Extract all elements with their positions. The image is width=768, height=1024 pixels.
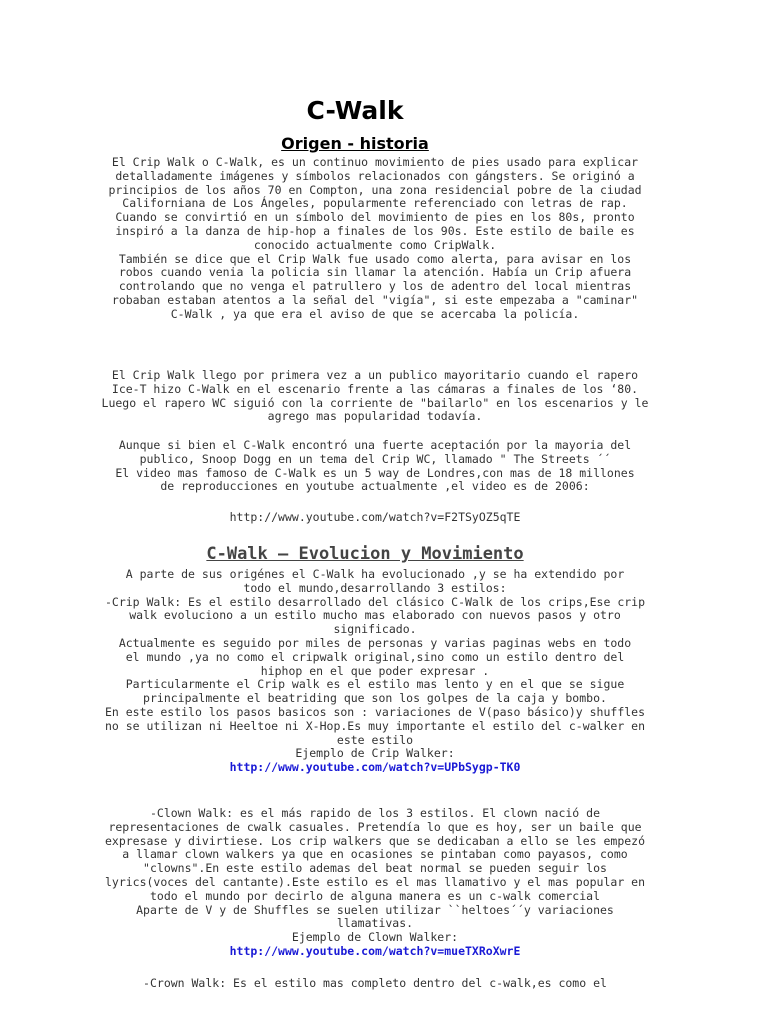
clown-walker-link[interactable]: http://www.youtube.com/watch?v=mueTXRoXwrE <box>229 943 521 958</box>
text-line: expresase y divirtiese. Los crip walkers que se dedicaban a ello se les empezó <box>104 833 646 848</box>
text-line: -Crip Walk: Es el estilo desarrollado del clásico C-Walk de los crips,Ese crip <box>104 594 646 609</box>
text-line: controlando que no venga el patrullero y los de adentro del local mientras <box>118 279 632 294</box>
video-url-1[interactable]: http://www.youtube.com/watch?v=F2TSyOZ5qTE <box>229 510 521 524</box>
text-line: El Crip Walk o C-Walk, es un continuo movimiento de pies usado para explicar <box>111 155 639 169</box>
text-line: hiphop en el que poder expresar . <box>260 663 490 678</box>
text-line: walk evoluciono a un estilo mucho mas elaborado con nuevos pasos y otro <box>129 608 621 623</box>
text-line: Particularmente el Crip walk es el estilo mas lento y en el que se sigue <box>125 677 625 692</box>
text-line: conocido actualmente como CripWalk. <box>253 237 497 252</box>
text-line: Actualmente es seguido por miles de personas y varias paginas webs en todo <box>118 635 632 650</box>
crown-paragraph <box>80 977 670 991</box>
video-url-paragraph <box>80 511 670 525</box>
text-line: -Clown Walk: es el más rapido de los 3 estilos. El clown nació de <box>149 806 601 820</box>
text-line: principalmente el beatriding que son los golpes de la caja y bombo. <box>143 691 607 706</box>
text-line: El Crip Walk llego por primera vez a un publico mayoritario cuando el rapero <box>111 368 639 382</box>
origin-paragraph <box>80 156 670 322</box>
text-line: Aparte de V y de Shuffles se suelen utilizar ``heltoes´´y variaciones <box>136 902 614 917</box>
text-line: Californiana de Los Ángeles, popularmente referenciado con letras de rap. <box>122 196 628 211</box>
crip-walker-link[interactable]: http://www.youtube.com/watch?v=UPbSygp-TK0 <box>229 760 521 775</box>
text-line: inspiró a la danza de hip-hop a finales de los 90s. Este estilo de baile es <box>115 223 635 238</box>
text-line: "clowns".En este estilo ademas del beat normal se pueden seguir los <box>143 861 607 876</box>
snoop-paragraph <box>80 439 670 494</box>
text-line: llamativas. <box>336 916 414 931</box>
text-line: no se utilizan ni Heeltoe ni X-Hop.Es muy importante el estilo del c-walker en <box>104 718 646 733</box>
subtitle-origen-historia: Origen - historia <box>281 134 429 153</box>
text-line: robaban estaban atentos a la señal del "vigía", si este empezaba a "caminar" <box>111 292 639 307</box>
text-line: Luego el rapero WC siguió con la corriente de "bailarlo" en los escenarios y le <box>101 395 649 410</box>
text-line: significado. <box>333 622 417 637</box>
popularity-paragraph <box>80 369 670 424</box>
text-line: a llamar clown walkers ya que en ocasiones se pintaban como payasos, como <box>122 847 628 862</box>
text-line: lyrics(voces del cantante).Este estilo es el mas llamativo y el mas popular en <box>104 874 646 889</box>
text-line: de reproducciones en youtube actualmente ,el video es de 2006: <box>160 479 590 494</box>
text-line: -Crown Walk: Es el estilo mas completo dentro del c-walk,es como el <box>143 976 607 990</box>
page-title: C-Walk <box>306 96 404 125</box>
text-line: publico, Snoop Dogg en un tema del Crip WC, llamado " The Streets ´´ <box>139 451 611 466</box>
text-line: Ice-T hizo C-Walk en el escenario frente a las cámaras a finales de los ‘80. <box>111 381 639 396</box>
text-line: Ejemplo de Clown Walker: <box>291 930 459 945</box>
text-line: El video mas famoso de C-Walk es un 5 way de Londres,con mas de 18 millones <box>115 465 635 480</box>
evolution-paragraph <box>80 568 670 775</box>
text-line: el mundo ,ya no como el cripwalk original,sino como un estilo dentro del <box>125 649 625 664</box>
text-line: detalladamente imágenes y símbolos relacionados con gángsters. Se originó a <box>115 168 635 183</box>
text-line: Ejemplo de Crip Walker: <box>295 746 455 761</box>
text-line: todo el mundo,desarrollando 3 estilos: <box>243 580 507 595</box>
text-line: este estilo <box>336 732 414 747</box>
text-line: todo el mundo por decirlo de alguna manera es un c-walk comercial <box>149 888 601 903</box>
text-line: A parte de sus origénes el C-Walk ha evolucionado ,y se ha extendido por <box>125 567 625 581</box>
text-line: Aunque si bien el C-Walk encontró una fuerte aceptación por la mayoria del <box>118 438 632 452</box>
text-line: Cuando se convirtió en un símbolo del movimiento de pies en los 80s, pronto <box>115 210 635 225</box>
text-line: También se dice que el Crip Walk fue usado como alerta, para avisar en los <box>118 251 632 266</box>
text-line: robos cuando venia la policia sin llamar la atención. Había un Crip afuera <box>118 265 632 280</box>
text-line: agrego mas popularidad todavía. <box>267 409 483 424</box>
section-title-evolucion: C-Walk – Evolucion y Movimiento <box>206 544 524 564</box>
text-line: principios de los años 70 en Compton, una zona residencial pobre de la ciudad <box>108 182 642 197</box>
text-line: En este estilo los pasos basicos son : variaciones de V(paso básico)y shuffles <box>104 704 646 719</box>
text-line: representaciones de cwalk casuales. Pretendía lo que es hoy, ser un baile que <box>108 819 642 834</box>
text-line: C-Walk , ya que era el aviso de que se acercaba la policía. <box>170 306 580 321</box>
clown-paragraph <box>80 807 670 959</box>
